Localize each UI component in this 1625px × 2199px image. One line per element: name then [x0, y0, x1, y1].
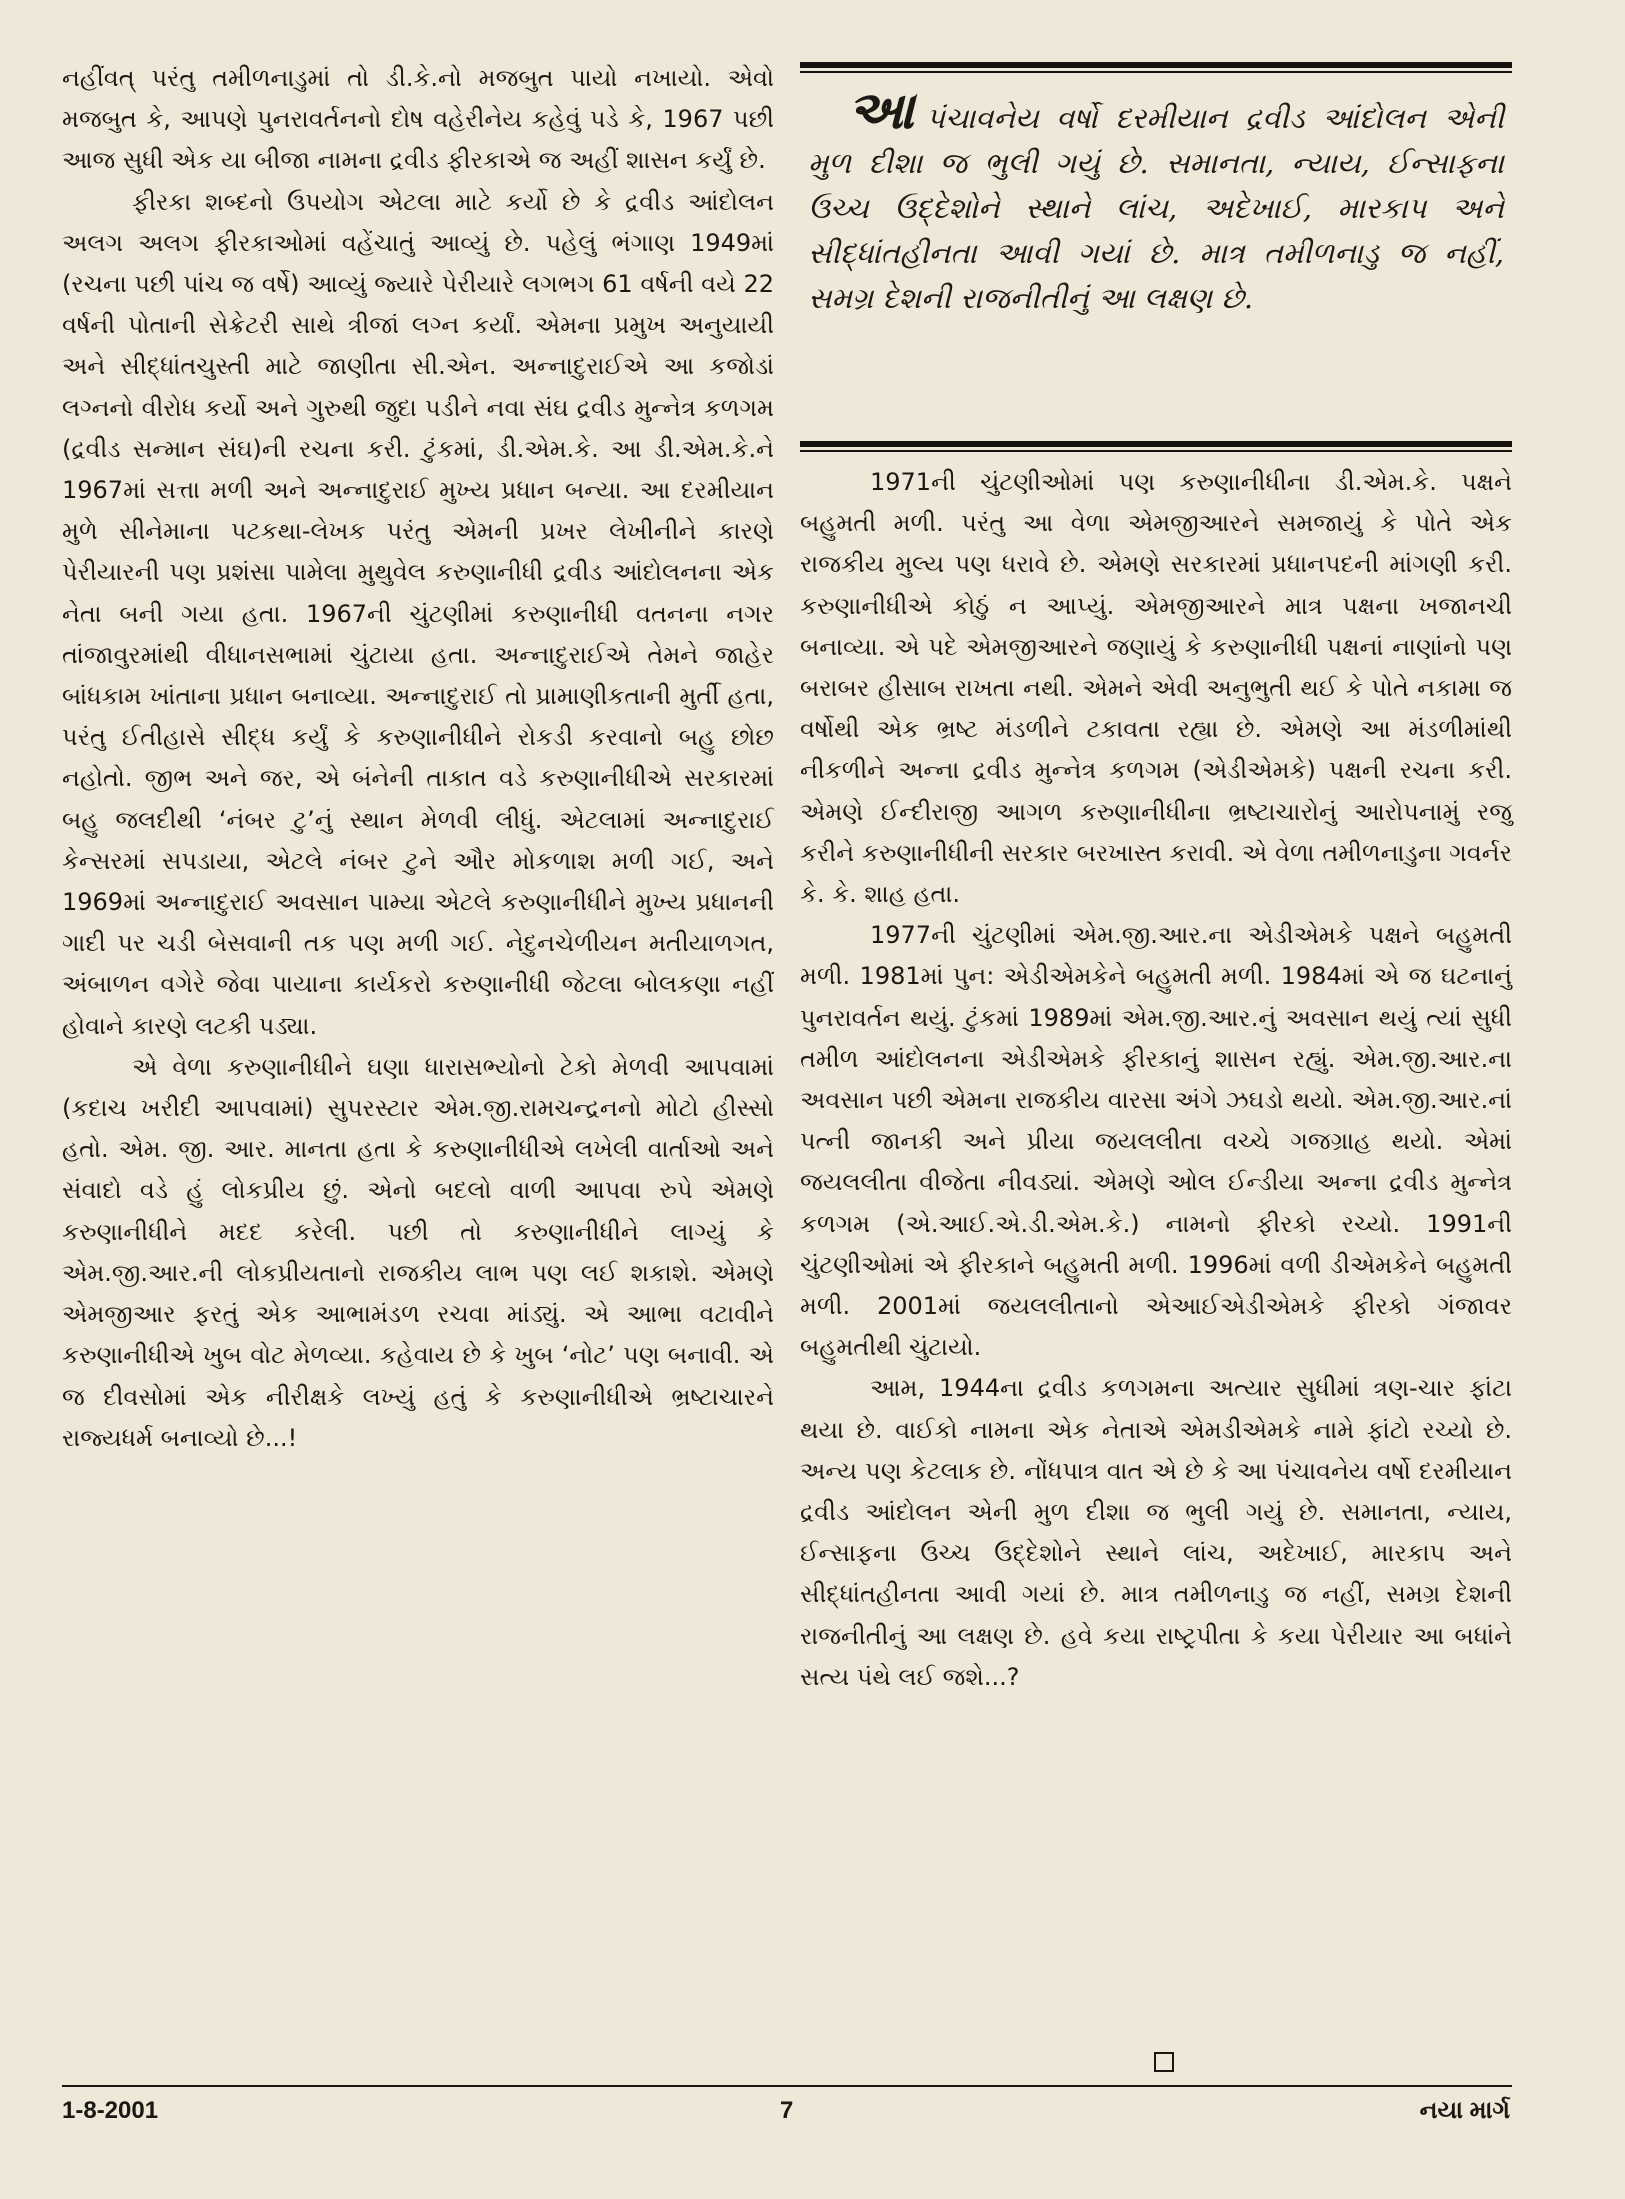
left-column: [62, 58, 774, 1459]
right-paragraph-3: આમ, 1944ના દ્રવીડ કળગમના અત્યાર સુધીમાં ત્રણ-ચાર ફાંટા થયા છે. વાઈકો નામના એક નેતાએ એમડીએમકે નામે ફાંટો રચ્યો છે. અન્ય પણ કેટલાક છે. નોંધપાત્ર વાત એ છે કે આ પંચાવનેય વર્ષો દરમીયાન દ્રવીડ આંદોલન એની મુળ દીશા જ ભુલી ગયું છે. સમાનતા, ન્યાય, ઈન્સાફના ઉચ્ચ ઉદ્દેશોને સ્થાને લાંચ, અદેખાઈ, મારકાપ અને સીદ્ધાંતહીનતા આવી ગયાં છે. માત્ર તમીળનાડુ જ નહીં, સમગ્ર દેશની રાજનીતીનું આ લક્ષણ છે. હવે કયા રાષ્ટ્રપીતા કે કયા પેરીયાર આ બધાંને સત્ય પંથે લઈ જશે...?: [800, 1374, 1512, 1691]
left-paragraph-2: ફીરકા શબ્દનો ઉપયોગ એટલા માટે કર્યો છે કે દ્રવીડ આંદોલન અલગ અલગ ફીરકાઓમાં વહેંચાતું આવ્યું છે. પહેલું ભંગાણ 1949માં (રચના પછી પાંચ જ વર્ષે) આવ્યું જ્યારે પેરીયારે લગભગ 61 વર્ષની વયે 22 વર્ષની પોતાની સેક્રેટરી સાથે ત્રીજાં લગ્ન કર્યાં. એમના પ્રમુખ અનુયાયી અને સીદ્ધાંતચુસ્તી માટે જાણીતા સી.એન. અન્નાદુરાઈએ આ કજોડાં લગ્નનો વીરોધ કર્યો અને ગુરુથી જુદા પડીને નવા સંઘ દ્રવીડ મુન્નેત્ર કળગમ (દ્રવીડ સન્માન સંઘ)ની રચના કરી. ટુંકમાં, ડી.એમ.કે. આ ડી.એમ.કે.ને 1967માં સત્તા મળી અને અન્નાદુરાઈ મુખ્ય પ્રધાન બન્યા. આ દરમીયાન મુળે સીનેમાના પટકથા-લેખક પરંતુ એમની પ્રખર લેખીનીને કારણે પેરીયારની પણ પ્રશંસા પામેલા મુથુવેલ કરુણાનીધી દ્રવીડ આંદોલનના એક નેતા બની ગયા હતા. 1967ની ચુંટણીમાં કરુણાનીધી વતનના નગર તાંજાવુરમાંથી વીધાનસભામાં ચુંટાયા હતા. અન્નાદુરાઈએ તેમને જાહેર બાંધકામ ખાંતાના પ્રધાન બનાવ્યા. અન્નાદુરાઈ તો પ્રામાણીકતાની મુર્તી હતા, પરંતુ ઈતીહાસે સીદ્ધ કર્યું કે કરુણાનીધીને રોકડી કરવાનો બહુ છોછ નહોતો. જીભ અને જર, એ બંનેની તાકાત વડે કરુણાનીધીએ સરકારમાં બહુ જલદીથી ‘નંબર ટુ’નું સ્થાન મેળવી લીધું. એટલામાં અન્નાદુરાઈ કેન્સરમાં સપડાયા, એટલે નંબર ટુને ઔર મોકળાશ મળી ગઈ, અને 1969માં અન્નાદુરાઈ અવસાન પામ્યા એટલે કરુણાનીધીને મુખ્ય પ્રધાનની ગાદી પર ચડી બેસવાની તક પણ મળી ગઈ. નેદુનચેળીયન મતીયાળગત, અંબાળન વગેરે જેવા પાયાના કાર્યકરો કરુણાનીધી જેટલા બોલકણા નહીં હોવાને કારણે લટકી પડ્યા.: [62, 187, 774, 1040]
pull-quote-top-rule: [800, 62, 1512, 68]
left-paragraph-3: એ વેળા કરુણાનીધીને ઘણા ધારાસભ્યોનો ટેકો મેળવી આપવામાં (કદાચ ખરીદી આપવામાં) સુપરસ્ટાર એમ.જી.રામચન્દ્રનનો મોટો હીસ્સો હતો. એમ. જી. આર. માનતા હતા કે કરુણાનીધીએ લખેલી વાર્તાઓ અને સંવાદો વડે હું લોકપ્રીય છું. એનો બદલો વાળી આપવા રુપે એમણે કરુણાનીધીને મદદ કરેલી. પછી તો કરુણાનીધીને લાગ્યું કે એમ.જી.આર.ની લોકપ્રીયતાનો રાજકીય લાભ પણ લઈ શકાશે. એમણે એમજીઆર ફરતું એક આભામંડળ રચવા માંડ્યું. એ આભા વટાવીને કરુણાનીધીએ ખુબ વોટ મેળવ્યા. કહેવાય છે કે ખુબ ‘નોટ’ પણ બનાવી. એ જ દીવસોમાં એક નીરીક્ષકે લખ્યું હતું કે કરુણાનીધીએ ભ્રષ્ટાચારને રાજ્યધર્મ બનાવ્યો છે...!: [62, 1052, 774, 1452]
footer-page-number: 7: [780, 2097, 794, 2124]
pull-quote-text: પંચાવનેય વર્ષો દરમીયાન દ્રવીડ આંદોલન એની મુળ દીશા જ ભુલી ગયું છે. સમાનતા, ન્યાય, ઈન્સાફના ઉચ્ચ ઉદ્દેશોને સ્થાને લાંચ, અદેખાઈ, મારકાપ અને સીદ્ધાંતહીનતા આવી ગયાં છે. માત્ર તમીળનાડુ જ નહીં, સમગ્ર દેશની રાજનીતીનું આ લક્ષણ છે.: [808, 101, 1504, 315]
footer-magazine-name: નયા માર્ગ: [1419, 2097, 1510, 2124]
article-end-square-icon: [1154, 2052, 1174, 2072]
pull-quote-body: [808, 80, 1504, 321]
pull-quote-bottom-rule-thin: [800, 450, 1512, 452]
right-column: [800, 462, 1512, 1698]
left-paragraph-1: નહીંવત્ પરંતુ તમીળનાડુમાં તો ડી.કે.નો મજબુત પાયો નખાયો. એવો મજબુત કે, આપણે પુનરાવર્તનનો દોષ વહેરીનેય કહેવું પડે કે, 1967 પછી આજ સુધી એક યા બીજા નામના દ્રવીડ ફીરકાએ જ અહીં શાસન કર્યું છે.: [62, 64, 774, 175]
footer-date: 1-8-2001: [62, 2097, 159, 2124]
pull-quote-dropcap: આ: [848, 80, 915, 141]
pull-quote-top-rule-thin: [800, 71, 1512, 73]
right-paragraph-1: 1971ની ચુંટણીઓમાં પણ કરુણાનીધીના ડી.એમ.કે. પક્ષને બહુમતી મળી. પરંતુ આ વેળા એમજીઆરને સમજાયું કે પોતે એક રાજકીય મુલ્ય પણ ધરાવે છે. એમણે સરકારમાં પ્રધાનપદની માંગણી કરી. કરુણાનીધીએ કોઠું ન આપ્યું. એમજીઆરને માત્ર પક્ષના ખજાનચી બનાવ્યા. એ પદે એમજીઆરને જણાયું કે કરુણાનીધી પક્ષનાં નાણાંનો પણ બરાબર હીસાબ રાખતા નથી. એમને એવી અનુભુતી થઈ કે પોતે નકામા જ વર્ષોથી એક ભ્રષ્ટ મંડળીને ટકાવતા રહ્યા છે. એમણે આ મંડળીમાંથી નીકળીને અન્ના દ્રવીડ મુન્નેત્ર કળગમ (એડીએમકે) પક્ષની રચના કરી. એમણે ઈન્દીરાજી આગળ કરુણાનીધીના ભ્રષ્ટાચારોનું આરોપનામું રજુ કરીને કરુણાનીધીની સરકાર બરખાસ્ત કરાવી. એ વેળા તમીળનાડુના ગવર્નર કે. કે. શાહ હતા.: [800, 468, 1512, 909]
pull-quote-bottom-rules: [800, 441, 1512, 452]
pull-quote-bottom-rule: [800, 441, 1512, 447]
footer-rule: [62, 2085, 1512, 2087]
pull-quote: [800, 62, 1512, 452]
right-paragraph-2: 1977ની ચુંટણીમાં એમ.જી.આર.ના એડીએમકે પક્ષને બહુમતી મળી. 1981માં પુન: એડીએમકેને બહુમતી મળી. 1984માં એ જ ઘટનાનું પુનરાવર્તન થયું. ટુંકમાં 1989માં એમ.જી.આર.નું અવસાન થયું ત્યાં સુધી તમીળ આંદોલનના એડીએમકે ફીરકાનું શાસન રહ્યું. એમ.જી.આર.ના અવસાન પછી એમના રાજકીય વારસા અંગે ઝઘડો થયો. એમ.જી.આર.નાં પત્ની જાનકી અને પ્રીયા જયલલીતા વચ્ચે ગજગ્રાહ થયો. એમાં જયલલીતા વીજેતા નીવડ્યાં. એમણે ઓલ ઈન્ડીયા અન્ના દ્રવીડ મુન્નેત્ર કળગમ (એ.આઈ.એ.ડી.એમ.કે.) નામનો ફીરકો રચ્યો. 1991ની ચુંટણીઓમાં એ ફીરકાને બહુમતી મળી. 1996માં વળી ડીએમકેને બહુમતી મળી. 2001માં જયલલીતાનો એઆઈએડીએમકે ફીરકો ગંજાવર બહુમતીથી ચુંટાયો.: [800, 921, 1512, 1362]
